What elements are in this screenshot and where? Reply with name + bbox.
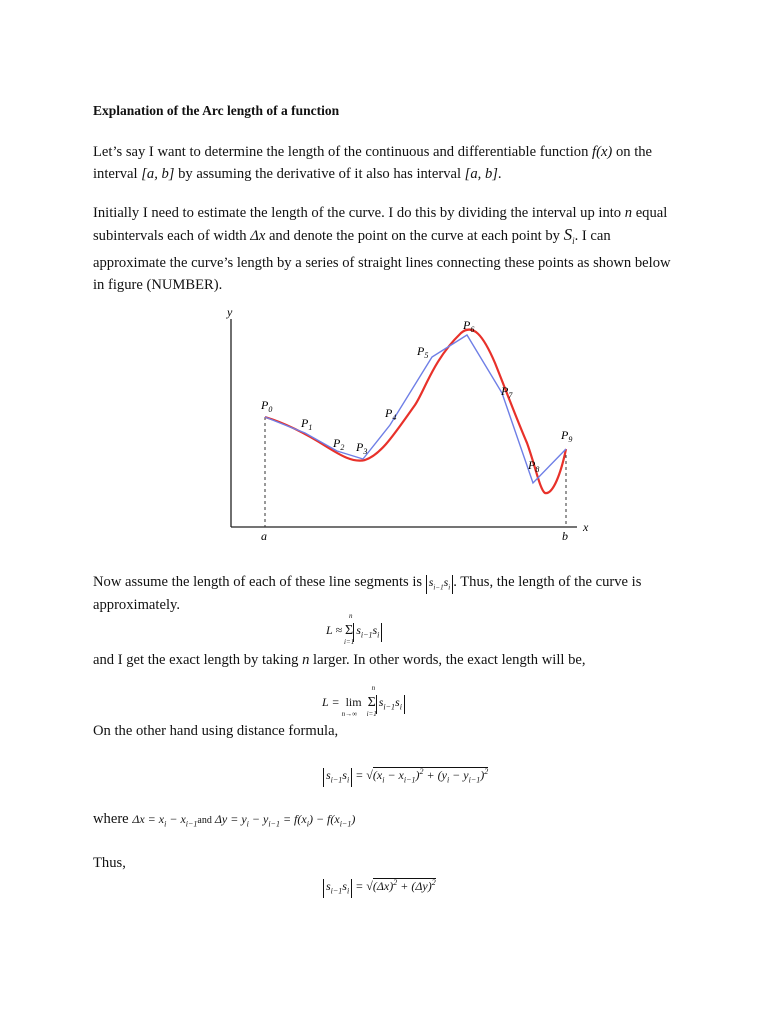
equation-distance: $s_{i-1}s_i = √(x_i - x_{i-1})^2 + (y_i - y_{i-1})^2$ — [323, 767, 488, 787]
paragraph-intro: Let’s say I want to determine the length of the continuous and differentiable function f(x) on the interval [a, b] by assuming the derivative of it also has interval [a, b]. — [93, 144, 653, 182]
b-label: b — [562, 529, 568, 543]
equation-limit: L = lim n→∞ Σ n i=1 $s_{i-1}s_i$ — [322, 695, 405, 714]
page-title: Explanation of the Arc length of a function — [93, 103, 340, 118]
point-label-p2: $P_2$ — [333, 436, 345, 452]
point-label-p7: $P_7$ — [501, 384, 513, 400]
point-label-p6: $P_6$ — [463, 318, 475, 334]
point-label-p3: $P_3$ — [356, 440, 368, 456]
paragraph-estimate: Initially I need to estimate the length of the curve. I do this by dividing the interval up into n equal subintervals each of width Δx and denote the point on the curve at each point by $S_i$. I can approximate the curve’s length by a series of straight lines connecting these points as shown below in figure (NUMBER). — [93, 205, 671, 293]
paragraph-where: where $\Delta x = x_i - x_{i-1}and$ $\Delta y = y_i - y_{i-1} = f(x_i) - f(x_{i-1})$ — [93, 811, 356, 829]
paragraph-exact: and I get the exact length by taking n larger. In other words, the exact length will be, — [93, 652, 586, 668]
paragraph-thus: Thus, — [93, 855, 126, 871]
equation-approx: L ≈ Σ n i=1 $s_{i-1}s_i$ — [326, 623, 382, 642]
x-axis-label: x — [583, 520, 589, 534]
point-label-p1: $P_1$ — [301, 416, 313, 432]
point-label-p9: $P_9$ — [561, 428, 573, 444]
point-label-p8: $P_8$ — [528, 458, 540, 474]
point-label-p5: $P_5$ — [417, 344, 429, 360]
y-axis-label: y — [227, 305, 233, 319]
point-label-p4: $P_4$ — [385, 406, 397, 422]
a-label: a — [261, 529, 267, 543]
equation-delta: $s_{i-1}s_i = √(\Delta x)^2 + (\Delta y)^2$ — [323, 878, 436, 898]
paragraph-segments: Now assume the length of each of these line segments is $s_{i-1}s_i$ . Thus, the length of the curve is approximately. — [93, 574, 642, 614]
point-label-p0: $P_0$ — [261, 398, 273, 414]
paragraph-distance: On the other hand using distance formula, — [93, 723, 339, 739]
arc-length-figure — [215, 305, 605, 545]
secant-polyline — [265, 335, 566, 483]
function-curve — [265, 330, 566, 494]
